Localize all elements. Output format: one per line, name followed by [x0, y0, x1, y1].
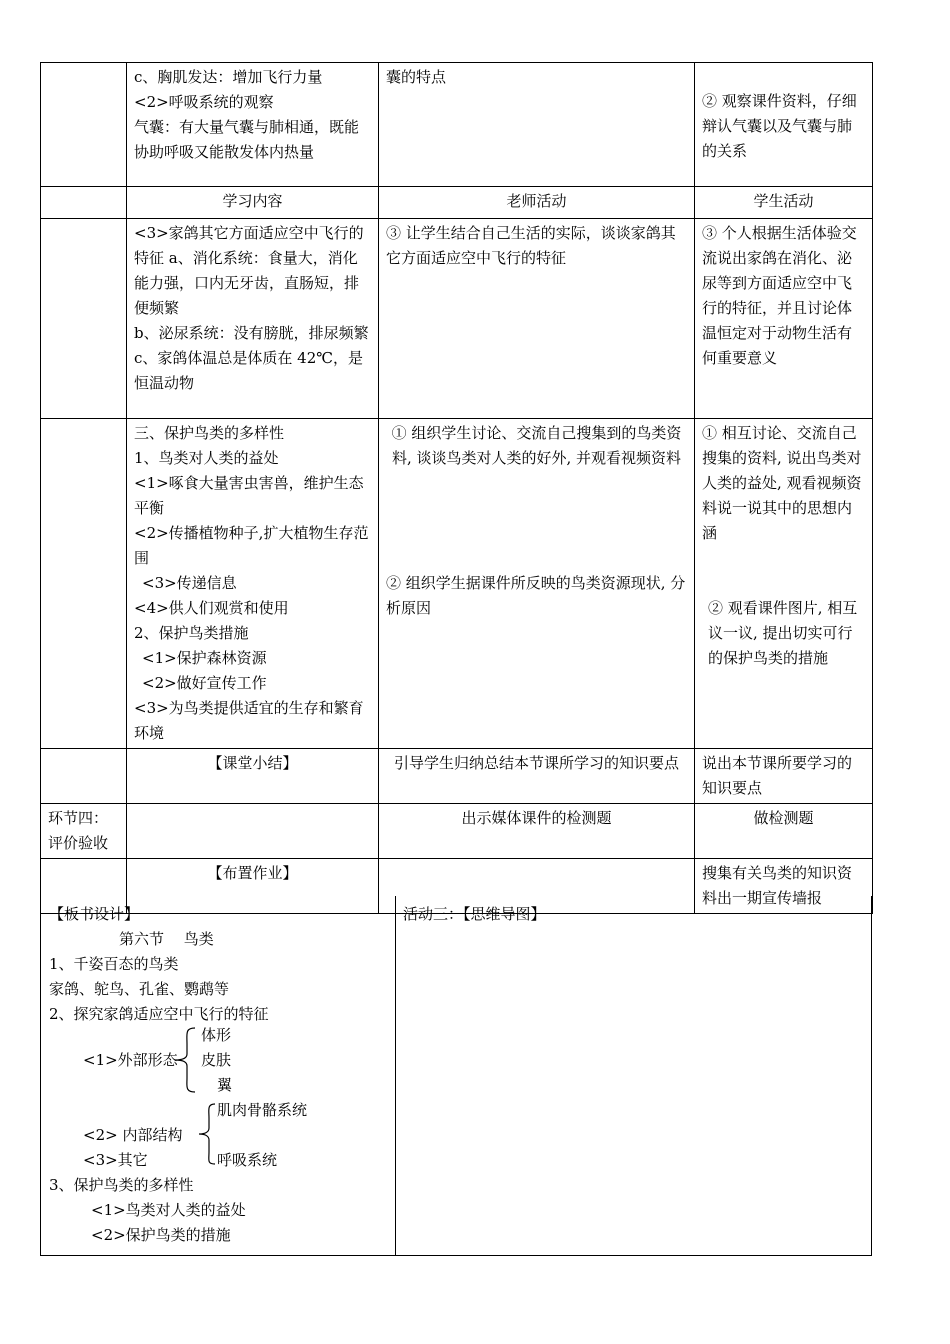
homework-label: 【布置作业】 [127, 859, 379, 914]
board-line: <1>鸟类对人类的益处 [91, 1201, 246, 1219]
outer-item: 体形 [201, 1026, 232, 1044]
table-cell [41, 219, 127, 419]
inner-structure-label: <2> 内部结构 [83, 1126, 183, 1144]
other-label: <3>其它 [83, 1151, 148, 1169]
board-design [49, 902, 389, 1027]
table-cell: 引导学生归纳总结本节课所学习的知识要点 [379, 749, 695, 804]
brace-icon [197, 1102, 217, 1166]
board-section-title: 第六节 鸟类 [119, 930, 214, 948]
table-row [41, 804, 873, 859]
board-design-section [40, 896, 872, 1256]
table-cell: 囊的特点 [379, 63, 695, 187]
table-row [41, 219, 873, 419]
table-cell [127, 804, 379, 859]
table-row [41, 419, 873, 749]
column-header-content: 学习内容 [127, 187, 379, 219]
activity-heading: 活动三：【思维导图】 [403, 905, 546, 923]
table-cell [41, 187, 127, 219]
brace-icon [173, 1026, 197, 1094]
outer-item: 翼 [217, 1076, 233, 1094]
column-header-teacher: 老师活动 [379, 187, 695, 219]
board-heading: 【板书设计】 [49, 905, 140, 923]
summary-label: 【课堂小结】 [127, 749, 379, 804]
section-divider [395, 896, 396, 1255]
table-cell: ③ 让学生结合自己生活的实际，谈谈家鸽其它方面适应空中飞行的特征 [379, 219, 695, 419]
table-header-row [41, 187, 873, 219]
table-cell [41, 749, 127, 804]
column-header-student: 学生活动 [695, 187, 873, 219]
table-cell: 做检测题 [695, 804, 873, 859]
table-cell: ① 组织学生讨论、交流自己搜集到的鸟类资料, 谈谈鸟类对人类的好外, 并观看视频资料 ② 组织学生据课件所反映的鸟类资源现状, 分析原因 [379, 419, 695, 749]
table-row [41, 749, 873, 804]
table-cell: 三、保护鸟类的多样性 1、鸟类对人类的益处 <1>啄食大量害虫害兽，维护生态平衡 <2>传播植物种子,扩大植物生存范围 <3>传递信息 <4>供人们观赏和使用 2、保护鸟类措施 <1>保护森林资源 <2>做好宣传工作 <3>为鸟类提供适宜的生存和繁育环境 [127, 419, 379, 749]
mind-map-area [403, 902, 546, 927]
table-cell [41, 63, 127, 187]
inner-item: 呼吸系统 [217, 1151, 278, 1169]
table-cell: <3>家鸽其它方面适应空中飞行的特征 a、消化系统：食量大，消化能力强，口内无牙齿，直肠短，排便频繁 b、泌尿系统：没有膀胱，排尿频繁 c、家鸽体温总是体质在 42℃，是恒温动物 [127, 219, 379, 419]
lesson-plan-page [40, 62, 872, 914]
board-line: 家鸽、鸵鸟、孔雀、鹦鹉等 [49, 980, 230, 998]
table-cell: 出示媒体课件的检测题 [379, 804, 695, 859]
outer-item: 皮肤 [201, 1051, 232, 1069]
lesson-table [40, 62, 873, 914]
stage-label: 环节四：评价验收 [41, 804, 127, 859]
table-cell [41, 419, 127, 749]
inner-item: 肌肉骨骼系统 [217, 1101, 308, 1119]
table-cell: 搜集有关鸟类的知识资料出一期宣传墙报 [695, 859, 873, 914]
board-line: 3、保护鸟类的多样性 [49, 1176, 194, 1194]
board-line: 2、探究家鸽适应空中飞行的特征 [49, 1005, 269, 1023]
table-row [41, 63, 873, 187]
table-cell: c、胸肌发达：增加飞行力量 <2>呼吸系统的观察 气囊：有大量气囊与肺相通，既能协助呼吸又能散发体内热量 [127, 63, 379, 187]
outer-form-label: <1>外部形态 [83, 1051, 178, 1069]
board-line: 1、千姿百态的鸟类 [49, 955, 179, 973]
table-cell: 说出本节课所要学习的知识要点 [695, 749, 873, 804]
table-cell: ③ 个人根据生活体验交流说出家鸽在消化、泌尿等到方面适应空中飞行的特征，并且讨论体温恒定对于动物生活有何重要意义 [695, 219, 873, 419]
table-cell: ① 相互讨论、交流自己搜集的资料, 说出鸟类对人类的益处, 观看视频资料说一说其中的思想内涵 ② 观看课件图片, 相互议一议, 提出切实可行的保护鸟类的措施 [695, 419, 873, 749]
board-line: <2>保护鸟类的措施 [91, 1226, 231, 1244]
table-cell: ② 观察课件资料，仔细辩认气囊以及气囊与肺的关系 [695, 63, 873, 187]
